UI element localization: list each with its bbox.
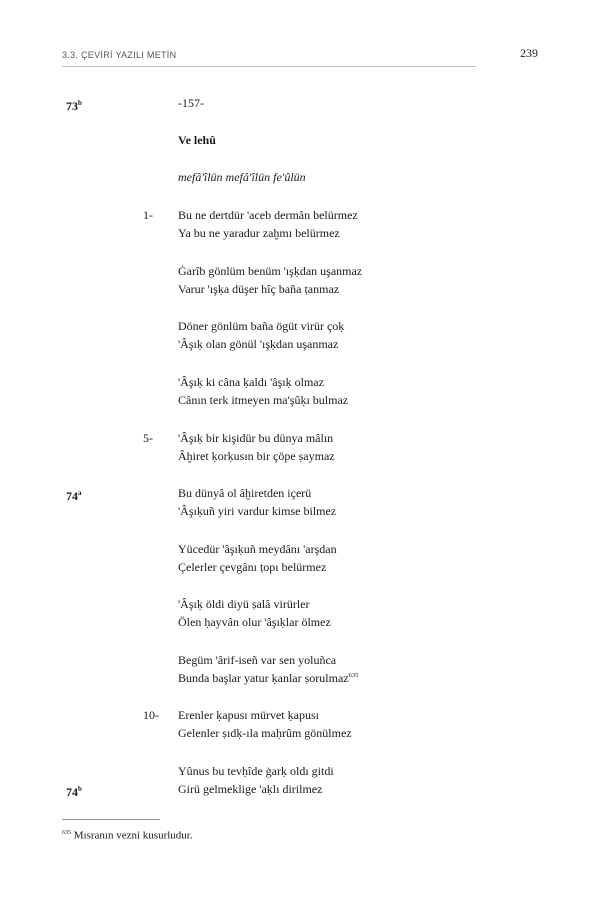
running-head: 3.3. ÇEVİRİ YAZILI METİN bbox=[62, 50, 177, 60]
poem-line: Ölen ḥayvân olur 'âşıḳlar ölmez bbox=[178, 615, 331, 629]
poem-line: Erenler ḳapusı mürvet ḳapusı bbox=[178, 708, 319, 722]
poem-line: Âḫiret ḳorḳusın bir çöpe ṣaymaz bbox=[178, 449, 335, 463]
verse-number: 5- bbox=[143, 431, 153, 445]
poem-line: 'Âşıḳ olan gönül 'ışḳdan uşanmaz bbox=[178, 337, 339, 351]
poem-line: Begüm 'ârif-iseñ var sen yoluñca bbox=[178, 653, 337, 667]
poem-line: Girü gelmeklige 'aḳlı dirilmez bbox=[178, 782, 323, 796]
poem-title: Ve lehû bbox=[178, 133, 216, 147]
poem-line: Yûnus bu tevḥîde ġarḳ oldı gitdi bbox=[178, 764, 334, 778]
poem-line: 'Âşıḳuñ yiri vardur kimse bilmez bbox=[178, 504, 337, 518]
poem-number: -157- bbox=[178, 96, 204, 110]
folio-marker: 73$^b$ bbox=[66, 99, 82, 113]
poem-line: 'Âşıḳ ki câna ḳaldı 'âşıḳ olmaz bbox=[178, 375, 324, 389]
poem-meter: mefâ'îlün mefâ'îlün fe'ûlün bbox=[178, 170, 306, 184]
footnote-rule bbox=[62, 819, 160, 820]
footnote-reference[interactable]: 635 bbox=[348, 672, 359, 679]
folio-marker: 74$^b$ bbox=[66, 785, 82, 799]
page-number: 239 bbox=[520, 46, 538, 60]
poem-line: Gelenler ṣıdḳ-ıla maḥrûm gönülmez bbox=[178, 726, 352, 740]
poem-line: Varur 'ışḳa düşer hîç baña ṭanmaz bbox=[178, 282, 340, 296]
poem-line: Yücedür 'âşıḳuñ meydânı 'arşdan bbox=[178, 542, 337, 556]
poem-line: Cânın terk itmeyen ma'şûḳı bulmaz bbox=[178, 393, 349, 407]
poem-line: Döner gönlüm baña ögüt virür çoḳ bbox=[178, 319, 345, 333]
folio-marker: 74$^a$ bbox=[66, 489, 82, 503]
poem-line: Çelerler çevgânı ṭopı belürmez bbox=[178, 560, 327, 574]
footnote bbox=[62, 826, 193, 843]
verse-number: 10- bbox=[143, 708, 159, 722]
footnote-text: Mısranın vezni kusurludur. bbox=[73, 829, 193, 842]
poem-line: Ġarîb gönlüm benüm 'ışḳdan uşanmaz bbox=[178, 264, 363, 278]
poem-line-with-footnote: Bunda başlar yatur ḳanlar ṣorulmaz$^{635}$ bbox=[178, 671, 359, 685]
header-rule bbox=[62, 66, 476, 67]
poem-line: 'Âşıḳ bir kişidür bu dünya mâlın bbox=[178, 431, 334, 445]
verse-number: 1- bbox=[143, 208, 153, 222]
poem-line: Bu dünyâ ol âḫiretden içerü bbox=[178, 486, 312, 500]
poem-line: Bu ne dertdür 'aceb dermân belürmez bbox=[178, 208, 358, 222]
poem-line: 'Âşıḳ öldi diyü ṣalâ virürler bbox=[178, 597, 310, 611]
poem-line: Ya bu ne yaradur zaḫmı belürmez bbox=[178, 226, 340, 240]
footnote-marker: 635 bbox=[62, 830, 71, 836]
